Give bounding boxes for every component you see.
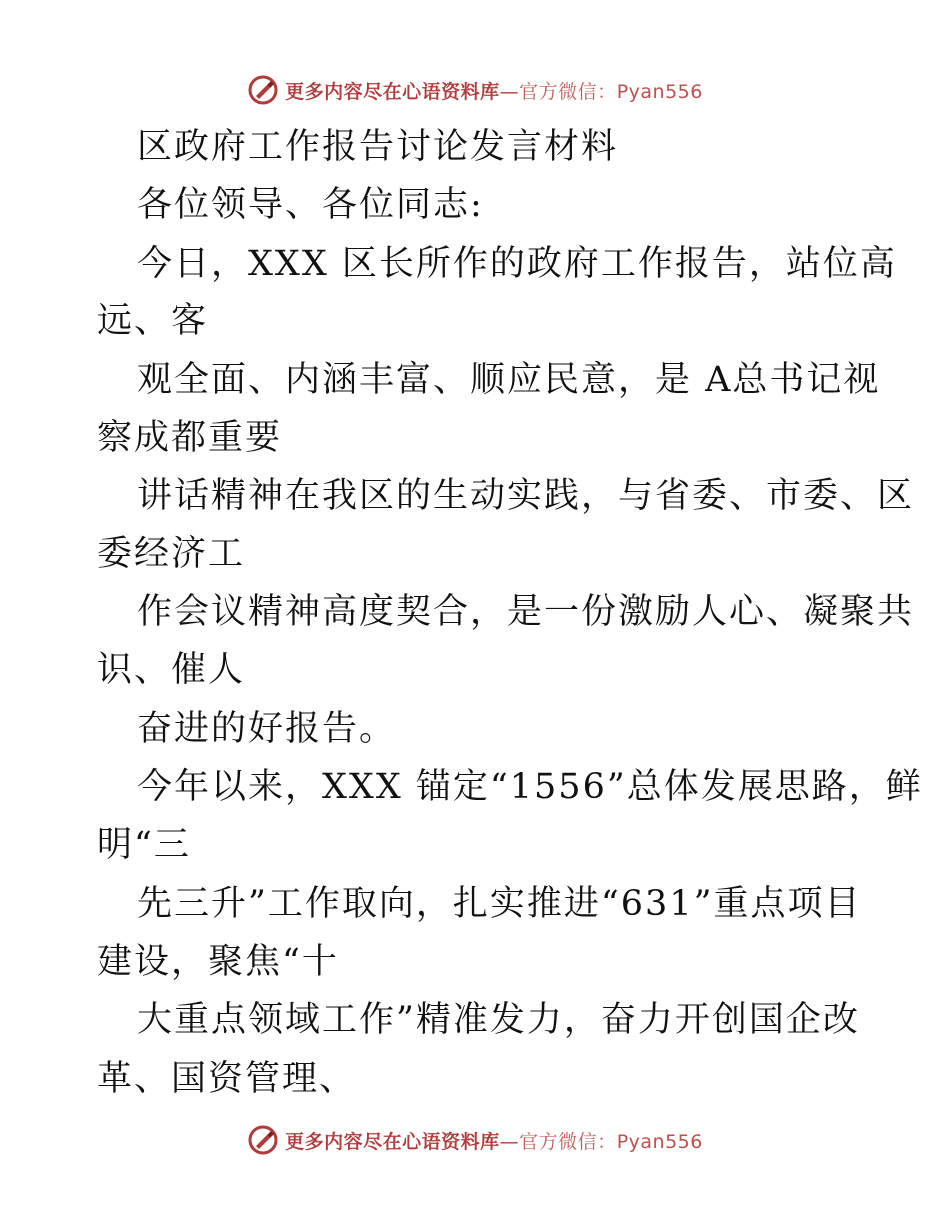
paragraph-line: 革、国资管理、 — [97, 1059, 357, 1099]
pen-logo-icon — [247, 74, 279, 106]
document-title: 区政府工作报告讨论发言材料 — [137, 127, 619, 167]
paragraph-line: 先三升”工作取向，扎实推进“631”重点项目 — [137, 884, 862, 924]
watermark-handle: Pyan556 — [616, 80, 703, 103]
paragraph-line: 今年以来，XXX 锚定“1556”总体发展思路，鲜 — [137, 767, 923, 807]
paragraph-line: 远、客 — [97, 301, 209, 341]
paragraph-line: 建设，聚焦“十 — [97, 942, 339, 982]
paragraph-line: 委经济工 — [97, 534, 246, 574]
paragraph-line: 识、催人 — [97, 650, 246, 690]
paragraph-line: 奋进的好报告。 — [137, 709, 397, 749]
header-watermark — [0, 72, 950, 108]
watermark-text — [285, 1127, 703, 1154]
watermark-dash: — — [499, 80, 520, 103]
paragraph-line: 作会议精神高度契合，是一份激励人心、凝聚共 — [137, 592, 915, 632]
watermark-label: 官方微信： — [519, 80, 617, 103]
watermark-label: 官方微信： — [519, 1130, 617, 1153]
watermark-lead: 更多内容尽在心语资料库 — [285, 1130, 500, 1153]
watermark-handle: Pyan556 — [616, 1130, 703, 1153]
paragraph-line: 观全面、内涵丰富、顺应民意，是 A总书记视 — [137, 360, 881, 400]
paragraph-line: 大重点领域工作”精准发力，奋力开创国企改 — [137, 1000, 860, 1040]
paragraph-line: 明“三 — [97, 825, 191, 865]
paragraph-line: 察成都重要 — [97, 418, 283, 458]
watermark-dash: — — [499, 1130, 520, 1153]
footer-watermark — [0, 1122, 950, 1158]
document-salutation: 各位领导、各位同志: — [137, 185, 484, 225]
paragraph-line: 讲话精神在我区的生动实践，与省委、市委、区 — [137, 476, 915, 516]
paragraph-line: 今日，XXX 区长所作的政府工作报告，站位高 — [137, 244, 897, 284]
watermark-lead: 更多内容尽在心语资料库 — [285, 80, 500, 103]
watermark-text — [285, 77, 703, 104]
pen-logo-icon — [247, 1124, 279, 1156]
